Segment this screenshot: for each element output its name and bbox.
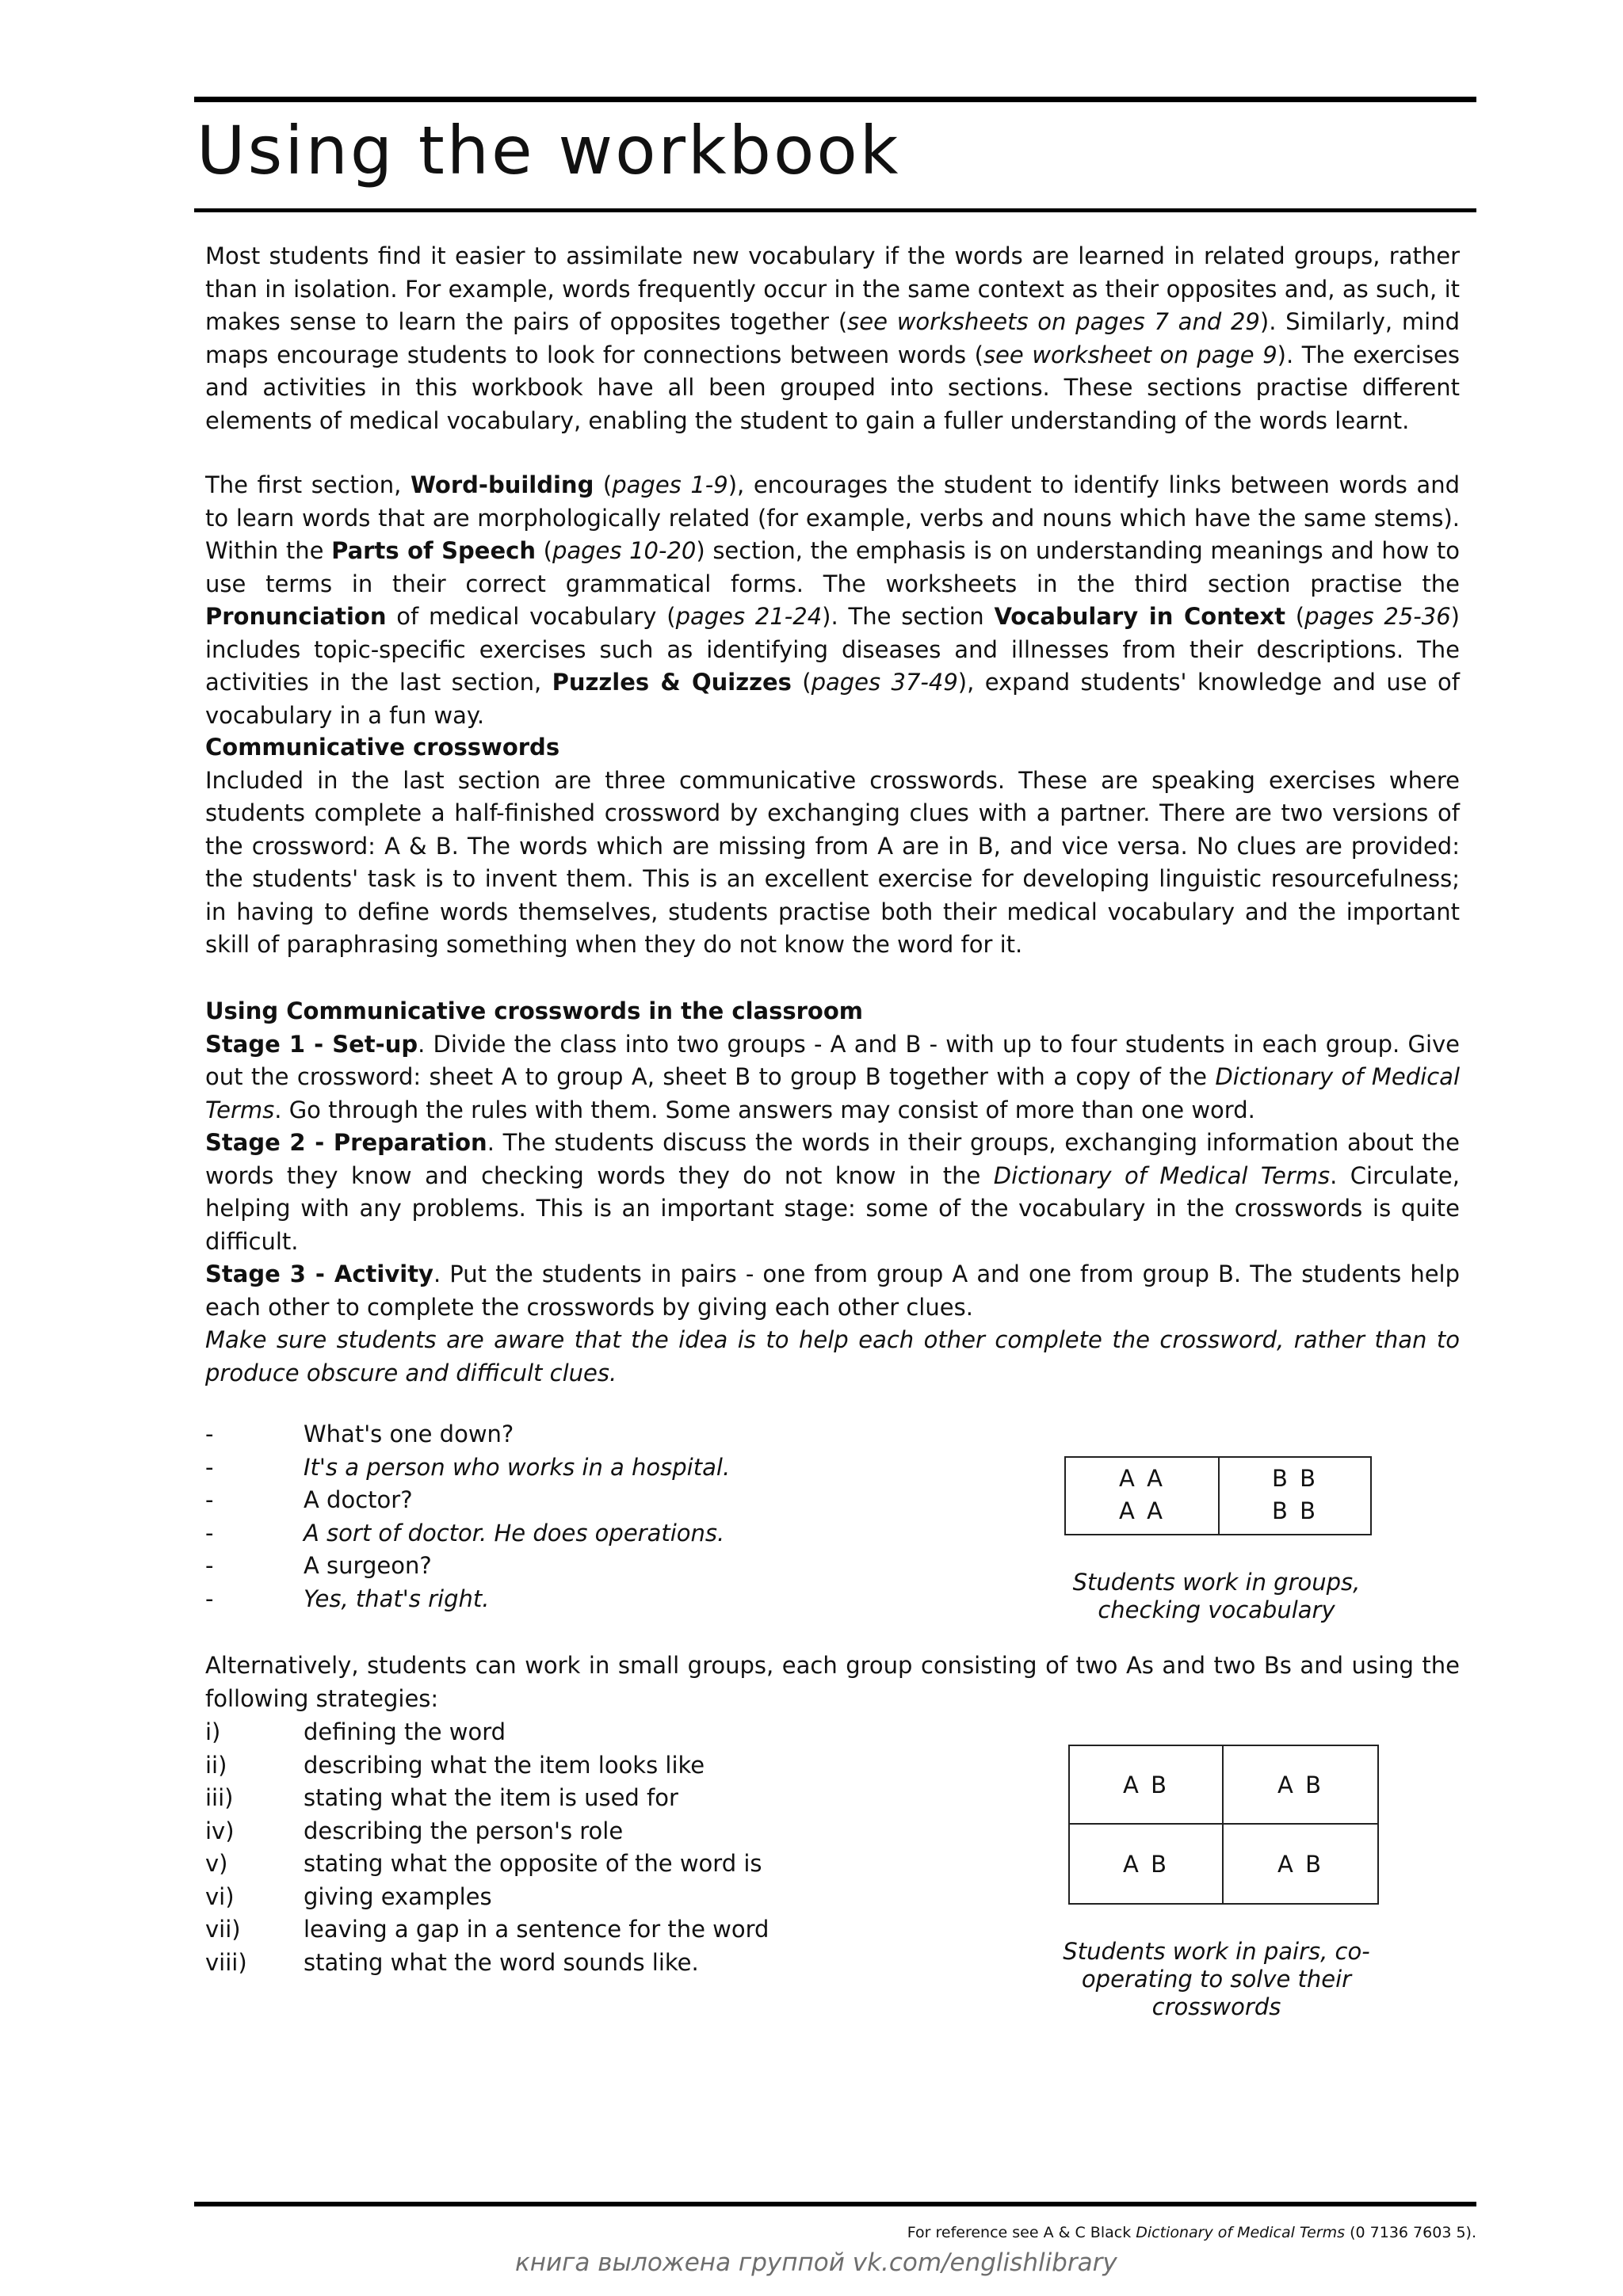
top-rule — [194, 97, 1476, 102]
pairs-diagram — [1068, 1745, 1379, 1905]
dialogue-line: - What's one down? — [205, 1421, 514, 1447]
dialogue-line: - A sort of doctor. He does operations. — [205, 1519, 725, 1547]
groups-diagram-caption: Students work in groups, checking vocabulary — [1072, 1569, 1361, 1623]
strategy-item: iii) stating what the item is used for — [205, 1784, 678, 1811]
dialogue-line: - A doctor? — [205, 1486, 413, 1513]
dialogue-list — [205, 1418, 730, 1615]
watermark: книга выложена группой vk.com/englishlibrary — [515, 2248, 1117, 2277]
strategies-list — [205, 1716, 769, 1979]
pairs-diagram-caption: Students work in pairs, co-operating to solve their crosswords — [1063, 1938, 1370, 2020]
crossword-heading: Communicative crosswords — [205, 734, 560, 761]
alternatively-paragraph: Alternatively, students can work in small groups, each group consisting of two As and two Bs and using the following strategies: — [205, 1652, 1460, 1712]
strategy-item: v) stating what the opposite of the word is — [205, 1850, 762, 1877]
footer-reference: For reference see A & C Black Dictionary of Medical Terms (0 7136 7603 5). — [907, 2224, 1476, 2241]
dialogue-line: - A surgeon? — [205, 1552, 432, 1579]
stage-2: Stage 2 - Preparation. The students discuss the words in their groups, exchanging information about the words they know and checking words they do not know in the Dictionary of Medical Terms. Circulate, helping with any problems. This is an important stage: some of the vocabulary in the crosswords is quite difficult. — [205, 1129, 1460, 1255]
stage-1: Stage 1 - Set-up. Divide the class into two groups - A and B - with up to four students in each group. Give out the crossword: sheet A to group A, sheet B to group B together with a copy of the Dictionary of Medical Terms. Go through the rules with them. Some answers may consist of more than one word. — [205, 1030, 1461, 1123]
crossword-section — [205, 731, 1460, 962]
intro-paragraph: Most students find it easier to assimilate new vocabulary if the words are learned in related groups, rather than in isolation. For example, words frequently occur in the same context as their opposites and, as such, it makes sense to learn the pairs of opposites together (see worksheets on pages 7 and 29). Similarly, mind maps encourage students to look for connections between words (see worksheet on page 9). The exercises and activities in this workbook have all been grouped into sections. These sections practise different elements of medical vocabulary, enabling the student to gain a fuller understanding of the words learnt. — [205, 242, 1461, 434]
strategy-item: iv) describing the person's role — [205, 1817, 624, 1844]
stage-3: Stage 3 - Activity. Put the students in pairs - one from group A and one from group B. The students help each other to complete the crosswords by giving each other clues. — [205, 1261, 1461, 1321]
diagram-cell-b: B B B B — [1218, 1458, 1370, 1534]
page-title: Using the workbook — [197, 112, 901, 189]
classroom-section — [205, 995, 1460, 1390]
bottom-rule — [194, 2202, 1476, 2206]
groups-diagram — [1064, 1456, 1372, 1535]
strategy-item: viii) stating what the word sounds like. — [205, 1948, 699, 1976]
diagram-cell: A B — [1277, 1850, 1323, 1878]
dialogue-line: - Yes, that's right. — [205, 1585, 490, 1612]
strategy-item: vii) leaving a gap in a sentence for the word — [205, 1916, 769, 1943]
diagram-cell: A B — [1224, 1746, 1377, 1825]
dialogue-line: - It's a person who works in a hospital. — [205, 1453, 731, 1481]
classroom-heading: Using Communicative crosswords in the classroom — [205, 997, 863, 1024]
classroom-note: Make sure students are aware that the idea is to help each other complete the crossword, rather than to produce obscure and difficult clues. — [205, 1326, 1460, 1386]
sections-paragraph: The first section, Word-building (pages 1-9), encourages the student to identify links between words and to learn words that are morphologically related (for example, verbs and nouns which have the same stems). Within the Parts of Speech (pages 10-20) section, the emphasis is on understanding meanings and how to use terms in their correct grammatical forms. The worksheets in the third section practise the Pronunciation of medical vocabulary (pages 21-24). The section Vocabulary in Context (pages 25-36) includes topic-specific exercises such as identifying diseases and illnesses from their descriptions. The activities in the last section, Puzzles & Quizzes (pages 37-49), expand students' knowledge and use of vocabulary in a fun way. — [205, 471, 1461, 729]
diagram-cell: A B — [1070, 1746, 1224, 1825]
diagram-cell-a: A A A A — [1119, 1465, 1165, 1524]
diagram-cell: A B — [1070, 1825, 1224, 1903]
strategy-item: ii) describing what the item looks like — [205, 1751, 705, 1779]
title-rule — [194, 208, 1476, 212]
strategy-item: vi) giving examples — [205, 1882, 492, 1910]
crossword-body: Included in the last section are three communicative crosswords. These are speaking exercises where students complete a half-finished crossword by exchanging clues with a partner. There are two versions of the crossword: A & B. The words which are missing from A are in B, and vice versa. No clues are provided: the students' task is to invent them. This is an excellent exercise for developing linguistic resourcefulness; in having to define words themselves, students practise both their medical vocabulary and the important skill of paraphrasing something when they do not know the word for it. — [205, 766, 1460, 958]
strategy-item: i) defining the word — [205, 1718, 506, 1745]
